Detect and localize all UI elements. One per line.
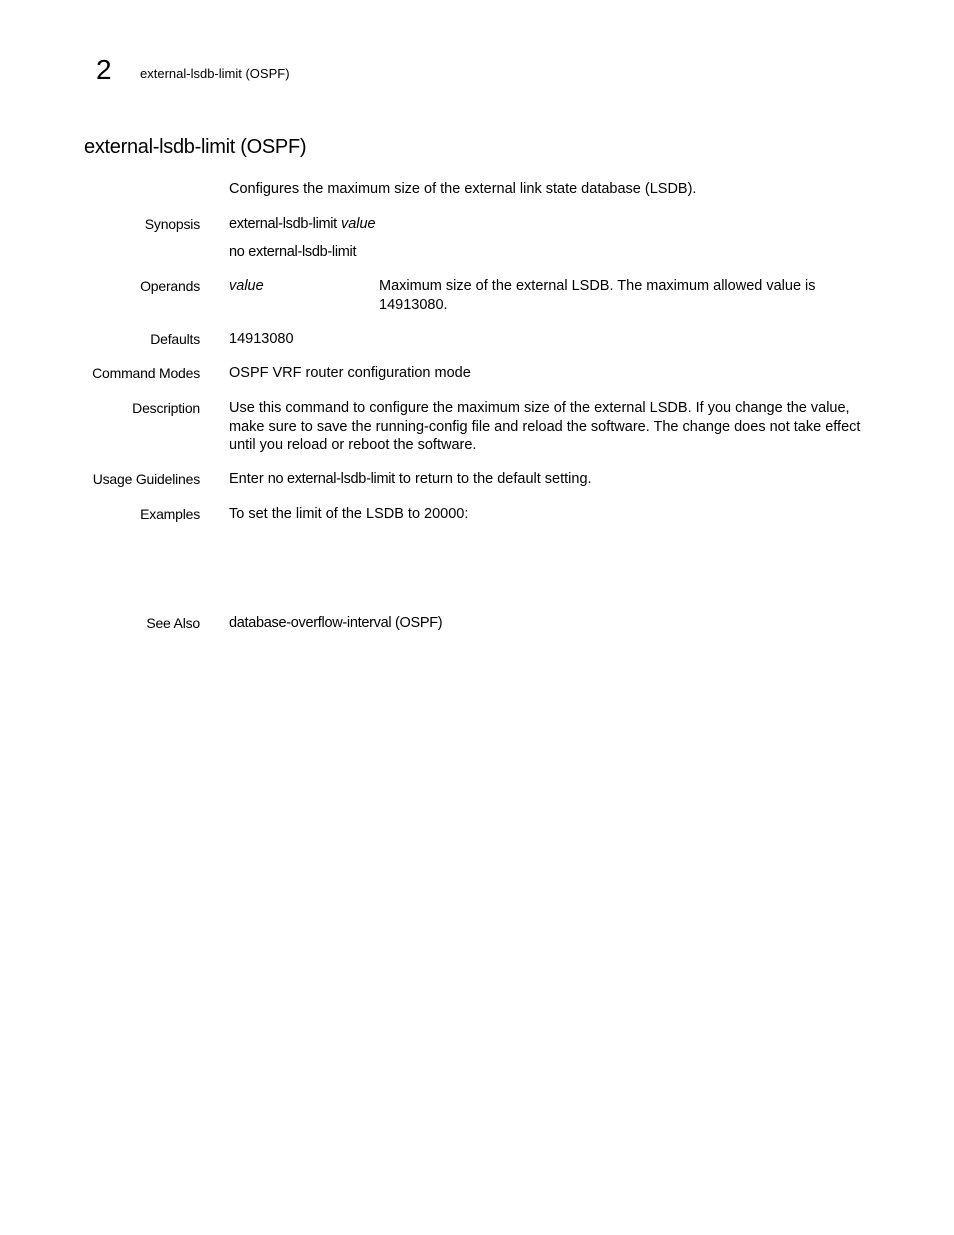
description-text: Use this command to configure the maximum size of the external LSDB. If you change the value, make sure to save the running-config file and reload the software. The change does not take effect until you reload or reboot the software. <box>229 400 861 453</box>
synopsis-command-name: external-lsdb-limit <box>229 216 337 232</box>
operand-description: Maximum size of the external LSDB. The maximum allowed value is 14913080. <box>379 278 816 313</box>
see-also-link[interactable]: database-overflow-interval (OSPF) <box>229 615 443 631</box>
usage-prefix: Enter <box>229 471 264 487</box>
summary-text: Configures the maximum size of the external link state database (LSDB). <box>229 181 697 197</box>
see-also-label: See Also <box>146 615 200 631</box>
operand-name: value <box>229 278 264 294</box>
synopsis-negation: no external-lsdb-limit <box>229 244 357 260</box>
synopsis-argument: value <box>340 216 376 232</box>
defaults-label: Defaults <box>150 331 200 347</box>
usage-guidelines-label: Usage Guidelines <box>92 471 200 487</box>
usage-suffix: to return to the default setting. <box>398 471 592 487</box>
usage-command: no external-lsdb-limit <box>267 471 395 487</box>
examples-text: To set the limit of the LSDB to 20000: <box>229 506 469 522</box>
command-modes-value: OSPF VRF router configuration mode <box>229 365 471 381</box>
defaults-value: 14913080 <box>229 331 294 347</box>
section-title: external-lsdb-limit (OSPF) <box>84 136 307 158</box>
description-label: Description <box>132 400 200 416</box>
command-modes-label: Command Modes <box>92 365 200 381</box>
examples-label: Examples <box>140 506 200 522</box>
running-header: external-lsdb-limit (OSPF) <box>140 66 290 81</box>
synopsis-label: Synopsis <box>144 216 200 232</box>
operands-label: Operands <box>140 278 200 294</box>
chapter-number: 2 <box>96 54 112 85</box>
synopsis-command <box>229 215 874 234</box>
usage-guidelines-text <box>229 470 874 489</box>
